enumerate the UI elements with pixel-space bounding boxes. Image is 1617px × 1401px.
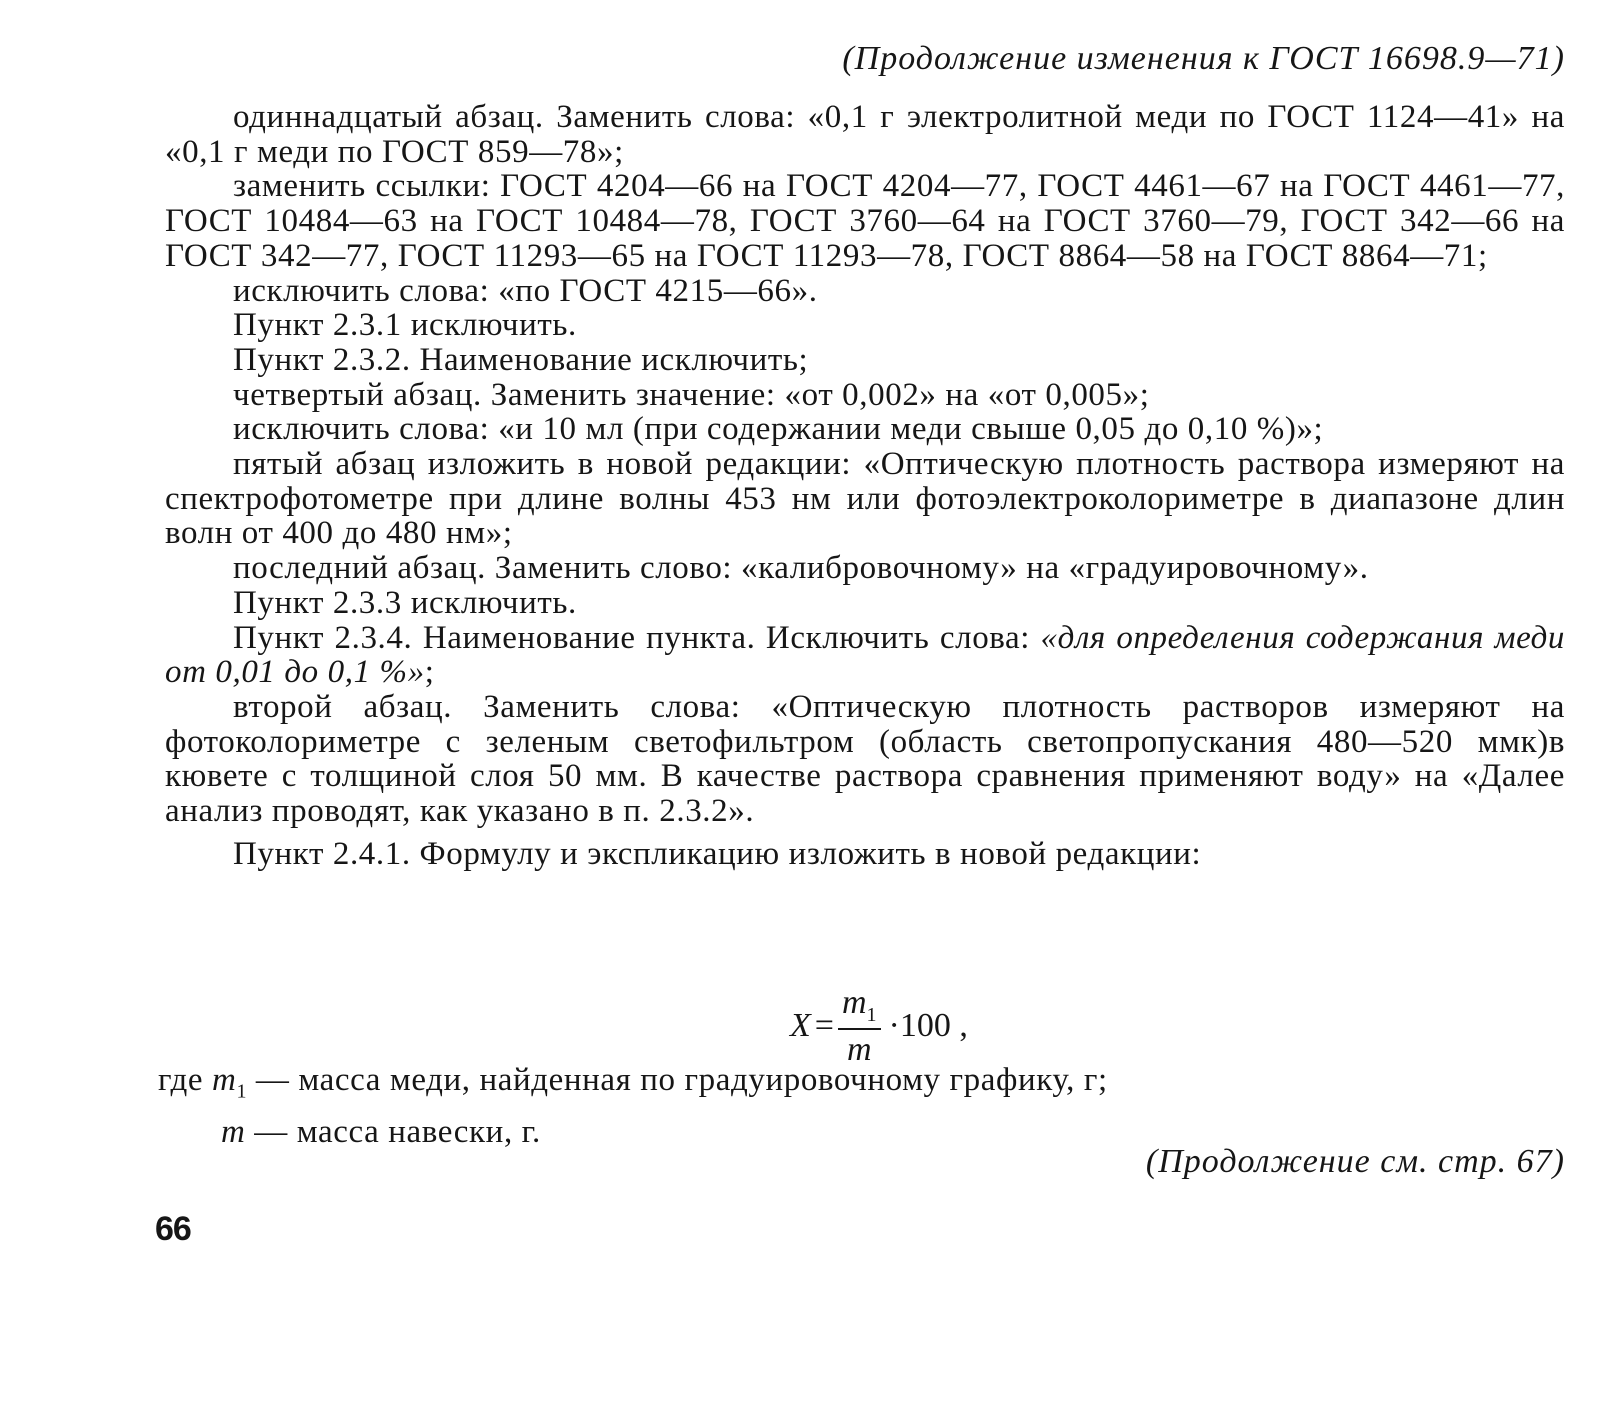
symbol-m1: m [212,1062,237,1098]
page-number: 66 [155,1210,191,1248]
paragraph-item-2-3-3: Пункт 2.3.3 исключить. [233,584,577,621]
paragraph-item-2-3-1: Пункт 2.3.1 исключить. [233,307,577,344]
paragraph-exclude-10ml: исключить слова: «и 10 мл (при содержании меди свыше 0,05 до 0,10 %)»; [233,411,1324,448]
symbol-m: m [221,1113,246,1150]
item-2-3-4-tail: ; [424,654,435,691]
paragraph-item-2-3-2: Пункт 2.3.2. Наименование исключить; [233,341,809,378]
continuation-footer: (Продолжение см. стр. 67) [1145,1143,1565,1180]
where-word: где [158,1062,204,1098]
paragraph-item-2-3-4 [165,621,1565,690]
formula-lhs: X [790,1007,811,1045]
paragraph-fifth-abzac: пятый абзац изложить в новой редакции: «Оптическую плотность раствора измеряют на спектрофотометре при длине волны 453 нм или фотоэлектроколориметре в диапазоне длин волн от 400 до 480 нм»; [165,446,1565,552]
formula-fraction [838,985,881,1067]
paragraph-exclude-gost-4215: исключить слова: «по ГОСТ 4215—66». [233,272,818,309]
paragraph-item-2-4-1: Пункт 2.4.1. Формулу и экспликацию изложить в новой редакции: [233,835,1202,872]
formula-equals: = [814,1007,834,1045]
formula-denominator: m [846,1030,872,1068]
item-2-3-4-italic-quote: «для определения содержания меди от 0,01 до 0,1 %» [165,619,1565,691]
continuation-header: (Продолжение изменения к ГОСТ 16698.9—71) [842,40,1565,77]
paragraph-fourth-abzac: четвертый абзац. Заменить значение: «от 0,002» на «от 0,005»; [233,376,1150,413]
explication-m-text: — масса навески, г. [245,1113,541,1150]
formula-numerator [838,985,881,1030]
paragraph-second-abzac: второй абзац. Заменить слова: «Оптическую плотность растворов измеряют на фотоколориметре с зеленым светофильтром (область светопропускания 480—520 ммк)в кювете с толщиной слоя 50 мм. В качестве раствора сравнения применяют воду» на «Далее анализ проводят, как указано в п. 2.3.2». [165,688,1565,830]
amendment-body [165,100,1565,871]
formula-explication [158,1060,1108,1152]
numerator-symbol: m [841,984,867,1021]
paragraph-eleventh-abzac: одиннадцатый абзац. Заменить слова: «0,1 г электролитной меди по ГОСТ 1124—41» на «0,1 г меди по ГОСТ 859—78»; [165,99,1565,170]
explication-m1-text: — масса меди, найденная по градуировочному графику, г; [247,1062,1108,1098]
paragraph-last-abzac: последний абзац. Заменить слово: «калибровочному» на «градуировочному». [233,550,1369,587]
explication-line-m [158,1112,1108,1152]
symbol-m1-subscript: 1 [236,1080,248,1103]
paragraph-replace-references: заменить ссылки: ГОСТ 4204—66 на ГОСТ 4204—77, ГОСТ 4461—67 на ГОСТ 4461—77, ГОСТ 10484—63 на ГОСТ 10484—78, ГОСТ 3760—64 на ГОСТ 3760—79, ГОСТ 342—66 на ГОСТ 342—77, ГОСТ 11293—65 на ГОСТ 11293—78, ГОСТ 8864—58 на ГОСТ 8864—71; [165,168,1565,274]
formula-x [790,985,968,1067]
numerator-subscript: 1 [866,1003,877,1026]
formula-multiplier: ·100 , [888,1007,968,1045]
item-2-3-4-lead: Пункт 2.3.4. Наименование пункта. Исключить слова: [233,619,1041,656]
explication-line-m1 [158,1060,1108,1112]
